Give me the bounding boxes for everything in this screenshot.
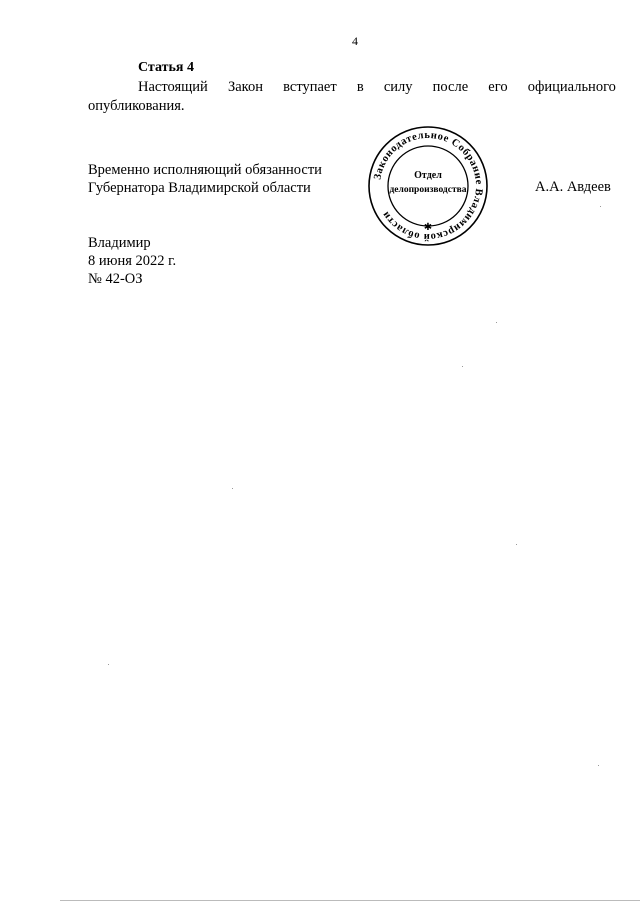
article-text-line1 — [138, 79, 616, 96]
signer-name: А.А. Авдеев — [535, 179, 611, 195]
signer-position-line2: Губернатора Владимирской области — [88, 180, 311, 196]
place-date-block — [88, 234, 176, 288]
law-number: № 42-ОЗ — [88, 271, 143, 287]
stamp-outer-text-span: Законодательное Собрание Владимирской области — [372, 129, 485, 243]
article-word: Закон — [227, 79, 263, 95]
scan-speck — [516, 544, 517, 545]
article-word: силу — [383, 79, 413, 95]
official-stamp — [366, 124, 490, 248]
article-word: в — [356, 79, 364, 95]
article-word: вступает — [283, 79, 337, 95]
article-word: после — [432, 79, 469, 95]
article-word: официального — [527, 79, 616, 95]
signer-position-line1: Временно исполняющий обязанности — [88, 162, 322, 178]
scan-speck — [108, 664, 109, 665]
article-text-line2: опубликования. — [88, 98, 185, 114]
scan-bottom-rule — [60, 900, 640, 901]
article-word: Настоящий — [138, 79, 208, 95]
city: Владимир — [88, 235, 151, 251]
scan-speck — [598, 765, 599, 766]
article-word: его — [488, 79, 508, 95]
article-title: Статья 4 — [138, 60, 194, 75]
scan-speck — [600, 206, 601, 207]
stamp-inner-line1: Отдел — [414, 170, 442, 181]
scan-speck — [496, 322, 497, 323]
page-number: 4 — [352, 34, 358, 48]
date: 8 июня 2022 г. — [88, 253, 177, 269]
star-icon: ✱ — [423, 222, 433, 233]
scan-speck — [462, 366, 463, 367]
signer-position — [88, 161, 322, 197]
scan-speck — [232, 488, 233, 489]
stamp-inner-line2: делопроизводства — [389, 185, 467, 195]
